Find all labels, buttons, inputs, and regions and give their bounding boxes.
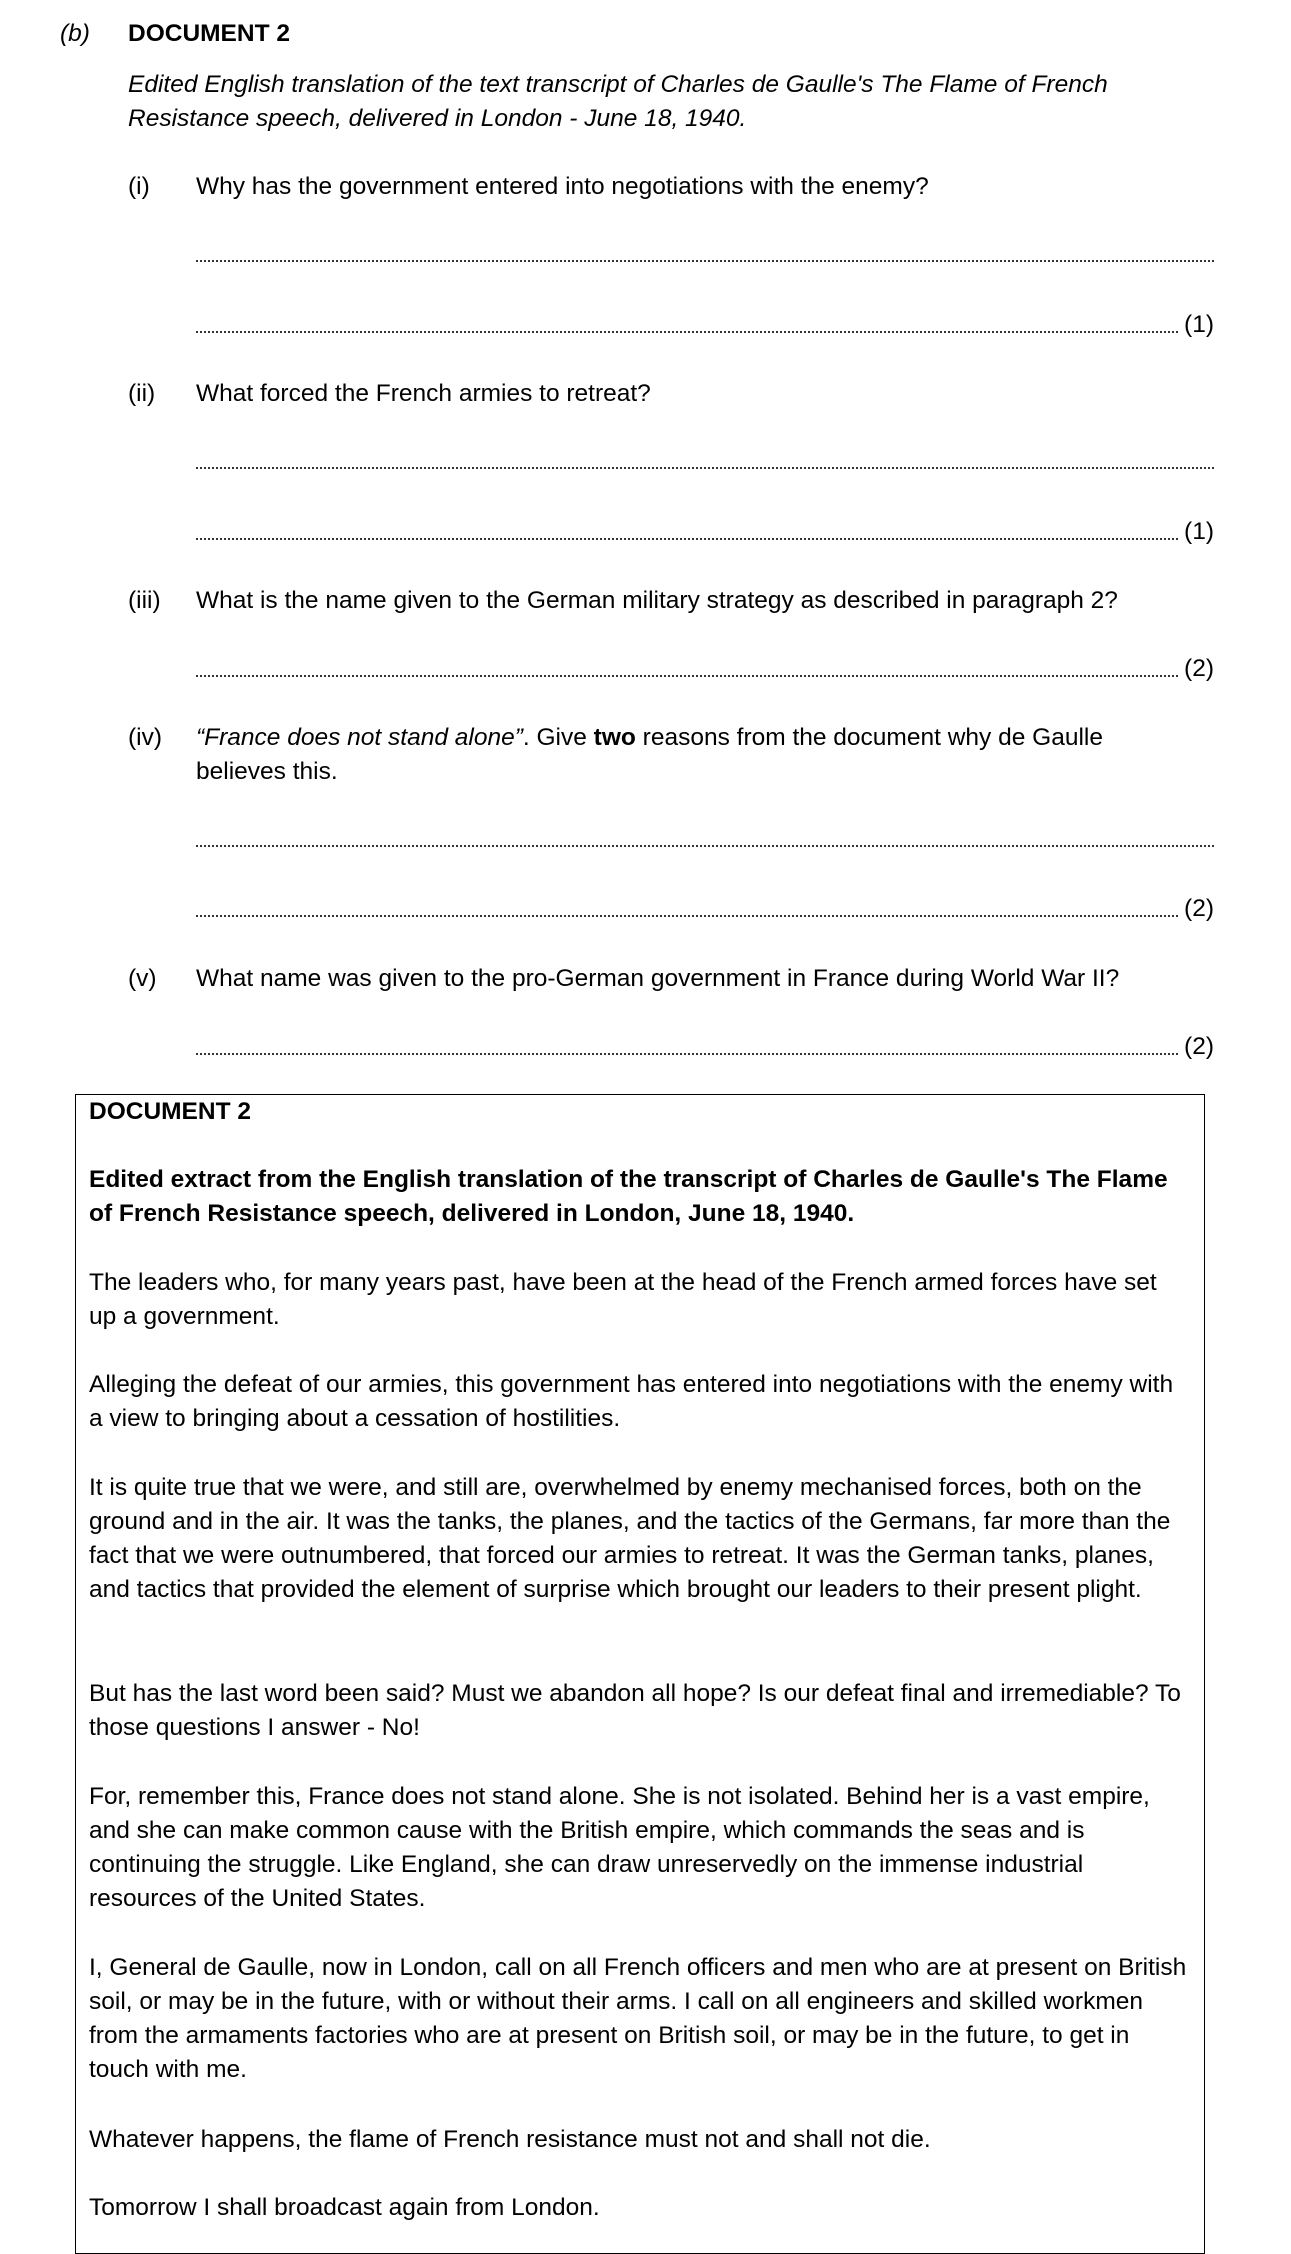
question-text: What forced the French armies to retreat?	[196, 380, 651, 407]
answer-line[interactable]	[196, 892, 1214, 926]
question-number: (v)	[128, 965, 157, 992]
answer-line[interactable]	[196, 822, 1214, 856]
paragraph: Alleging the defeat of our armies, this government has entered into negotiations with the enemy with a view to bringing about a cessation of hostilities.	[89, 1371, 1174, 1432]
question-text: Why has the government entered into negotiations with the enemy?	[196, 173, 929, 200]
question-text: What is the name given to the German military strategy as described in paragraph 2?	[196, 587, 1118, 614]
question-text: What name was given to the pro-German government in France during World War II?	[196, 965, 1120, 992]
mark-allocation: (2)	[1184, 655, 1214, 682]
question-number: (iv)	[128, 724, 163, 751]
paragraph: I, General de Gaulle, now in London, call on all French officers and men who are at present on British soil, or may be in the future, with or without their arms. I call on all engineers and skilled workmen from the armaments factories who are at present on British soil, or may be in the future, to get in touch with me.	[89, 1954, 1187, 2083]
box-subtitle: Edited extract from the English translation of the transcript of Charles de Gaulle's The Flame of French Resistance speech, delivered in London, June 18, 1940.	[89, 1166, 1168, 1227]
answer-line[interactable]	[196, 652, 1214, 686]
paragraph: For, remember this, France does not stand alone. She is not isolated. Behind her is a vast empire, and she can make common cause with the British empire, which commands the seas and is continuing the struggle. Like England, she can draw unreservedly on the immense industrial resources of the United States.	[89, 1783, 1150, 1912]
answer-line[interactable]	[196, 444, 1214, 478]
document-subtitle: Edited English translation of the text transcript of Charles de Gaulle's The Flame of French Resistance speech, delivered in London - June 18, 1940.	[128, 71, 1108, 132]
answer-line[interactable]	[196, 308, 1214, 342]
answer-line[interactable]	[196, 515, 1214, 549]
answer-line[interactable]	[196, 1030, 1214, 1064]
paragraph: It is quite true that we were, and still are, overwhelmed by enemy mechanised forces, both on the ground and in the air. It was the tanks, the planes, and the tactics of the Germans, far more than the fact that we were outnumbered, that forced our armies to retreat. It was the German tanks, planes, and tactics that provided the element of surprise which brought our leaders to their present plight.	[89, 1474, 1171, 1603]
part-label: (b)	[60, 20, 90, 47]
question-number: (i)	[128, 173, 150, 200]
answer-line[interactable]	[196, 237, 1214, 271]
question-text	[196, 721, 1196, 789]
question-text-part: . Give	[522, 724, 594, 751]
paragraph: Tomorrow I shall broadcast again from London.	[89, 2194, 600, 2221]
question-number: (ii)	[128, 380, 156, 407]
source-document-box	[75, 1094, 1205, 2254]
question-number: (iii)	[128, 587, 161, 614]
paragraph: Whatever happens, the flame of French resistance must not and shall not die.	[89, 2126, 931, 2153]
mark-allocation: (2)	[1184, 895, 1214, 922]
emphasis: two	[593, 724, 636, 751]
mark-allocation: (1)	[1184, 311, 1214, 338]
mark-allocation: (2)	[1184, 1033, 1214, 1060]
document-title: DOCUMENT 2	[128, 20, 290, 47]
mark-allocation: (1)	[1184, 518, 1214, 545]
question-text-part: reasons from the document why de Gaulle believes this.	[196, 724, 1103, 785]
paragraph: But has the last word been said? Must we abandon all hope? Is our defeat final and irremediable? To those questions I answer - No!	[89, 1680, 1181, 1741]
quoted-phrase: “France does not stand alone”	[196, 724, 523, 751]
box-title: DOCUMENT 2	[89, 1098, 251, 1125]
paragraph: The leaders who, for many years past, have been at the head of the French armed forces have set up a government.	[89, 1269, 1157, 1330]
